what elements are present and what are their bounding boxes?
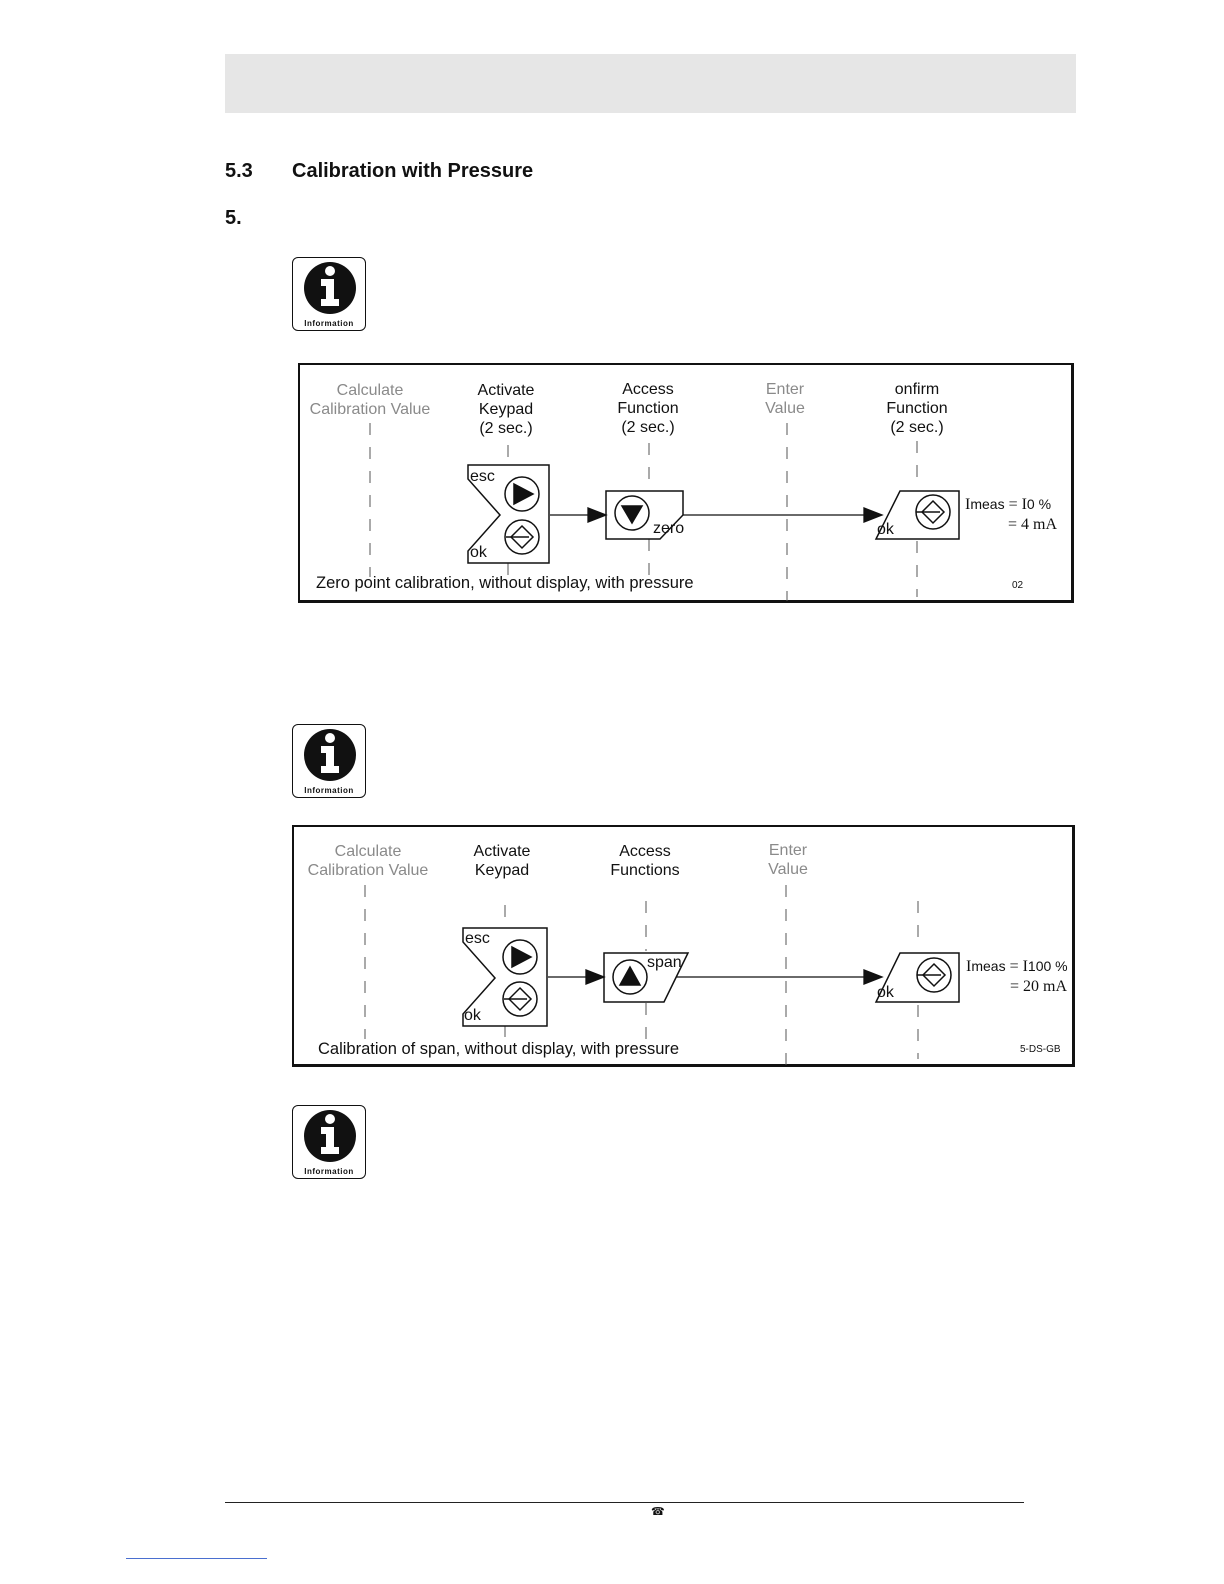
phone-icon: ☎ (651, 1506, 665, 1518)
step-calculate-calibration-value: Calculate Calibration Value (307, 843, 429, 879)
arrow-head (864, 970, 882, 984)
span-key-label: span (647, 954, 682, 971)
step-confirm-function: onfirm Function (2 sec.) (886, 381, 948, 436)
subsection-number: 5. (225, 207, 242, 229)
section-number: 5.3 (225, 160, 253, 182)
step-access-functions: Access Functions (610, 843, 680, 879)
span-calibration-diagram (292, 825, 1075, 1067)
header-band (225, 54, 1076, 113)
information-icon (292, 257, 366, 331)
zero-key-label: zero (653, 520, 685, 537)
step-enter-value: Enter Value (765, 381, 805, 417)
diagram-caption: Zero point calibration, without display, with pressure (316, 574, 694, 592)
esc-key-label: esc (470, 468, 495, 485)
step-activate-keypad: Activate Keypad (473, 843, 531, 879)
information-icon (292, 724, 366, 798)
diagram-caption: Calibration of span, without display, with pressure (318, 1040, 680, 1058)
section-title: Calibration with Pressure (292, 160, 534, 182)
information-label: Information (304, 1167, 354, 1176)
arrow-head (864, 508, 882, 522)
ok-key-label: ok (470, 544, 487, 561)
step-calculate-calibration-value: Calculate Calibration Value (309, 382, 431, 418)
output-current-formula: Imeas = I0 % (965, 496, 1052, 513)
step-enter-value: Enter Value (768, 842, 808, 878)
zero-calibration-diagram (298, 363, 1074, 603)
arrow-head (588, 508, 606, 522)
ok-confirm-key-label: ok (877, 521, 894, 538)
footer-link[interactable] (126, 1558, 267, 1559)
step-access-function: Access Function (2 sec.) (617, 381, 679, 436)
information-label: Information (304, 319, 354, 328)
esc-key-label: esc (465, 930, 490, 947)
figure-code: 02 (1012, 580, 1024, 591)
information-icon (292, 1105, 366, 1179)
step-activate-keypad: Activate Keypad (2 sec.) (477, 382, 535, 437)
footer-rule (225, 1502, 1024, 1503)
output-current-formula: Imeas = I100 % (966, 958, 1068, 975)
arrow-head (586, 970, 604, 984)
output-current-value: = 20 mA (1010, 978, 1068, 995)
figure-code: 5-DS-GB (1020, 1044, 1061, 1055)
information-label: Information (304, 786, 354, 795)
ok-confirm-key-label: ok (877, 984, 894, 1001)
ok-key-label: ok (464, 1007, 481, 1024)
output-current-value: = 4 mA (1008, 516, 1058, 533)
